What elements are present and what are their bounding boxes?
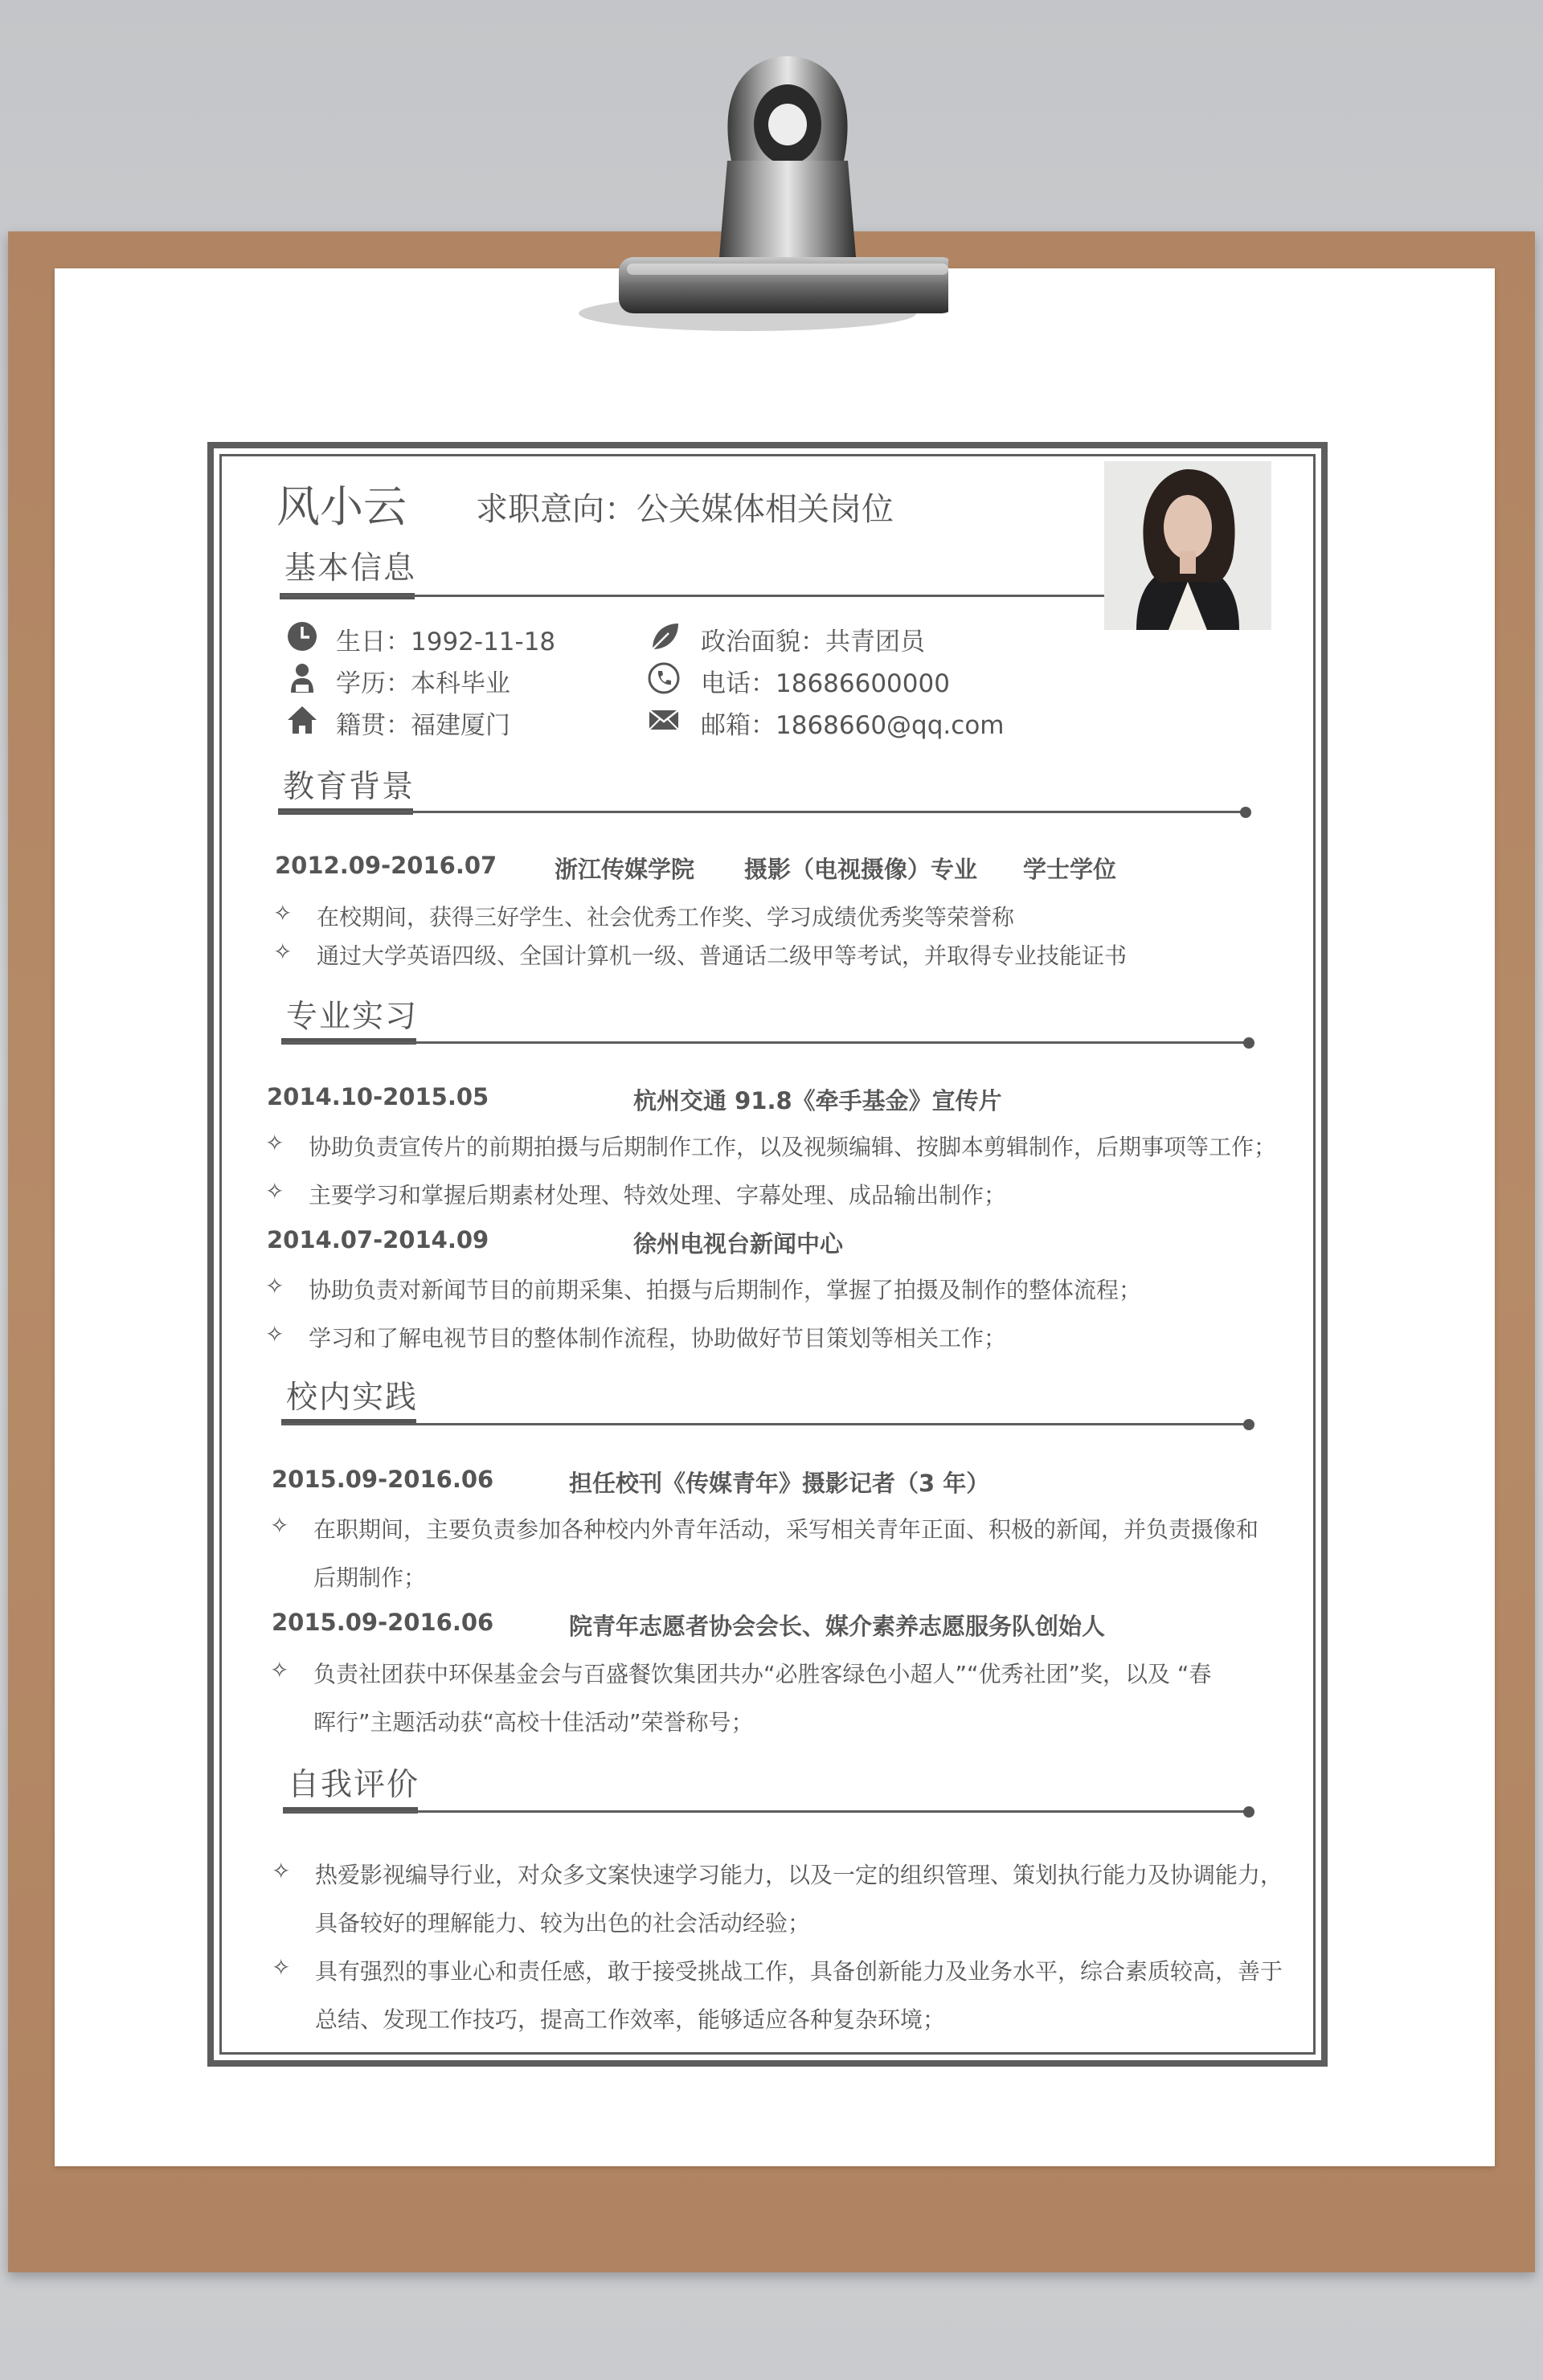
info-political-status: 政治面貌：共青团员 <box>701 628 925 656</box>
bullet-icon: ✧ <box>265 1273 284 1299</box>
internship-bullet: 学习和了解电视节目的整体制作流程，协助做好节目策划等相关工作； <box>309 1325 1007 1352</box>
campus-bullet-continued: 后期制作； <box>313 1564 427 1591</box>
internship-bullet: 协助负责宣传片的前期拍摄与后期制作工作，以及视频编辑、按脚本剪辑制作，后期事项等工作； <box>309 1134 1277 1160</box>
self-evaluation-item: 具有强烈的事业心和责任感，敢于接受挑战工作，具备创新能力及业务水平，综合素质较高，善于 <box>315 1958 1283 1985</box>
section-end-dot <box>1243 1806 1254 1818</box>
internship-org: 杭州交通 91.8《牵手基金》宣传片 <box>633 1087 1002 1114</box>
bullet-icon: ✧ <box>270 1512 289 1539</box>
campus-role: 担任校刊《传媒青年》摄影记者（3 年） <box>569 1470 990 1497</box>
candidate-name: 风小云 <box>276 481 407 532</box>
campus-date: 2015.09-2016.06 <box>272 1609 494 1636</box>
section-end-dot <box>1240 807 1251 818</box>
bullet-icon: ✧ <box>265 1130 284 1156</box>
bullet-icon: ✧ <box>273 900 293 926</box>
education-bullet: 在校期间，获得三好学生、社会优秀工作奖、学习成绩优秀奖等荣誉称 <box>317 904 1015 930</box>
info-birthday: 生日：1992-11-18 <box>336 628 556 656</box>
section-end-dot <box>1243 1419 1254 1430</box>
bullet-icon: ✧ <box>265 1321 284 1347</box>
education-degree: 学士学位 <box>1023 856 1117 883</box>
info-email: 邮箱：1868660@qq.com <box>701 711 1005 740</box>
section-title-campus: 校内实践 <box>286 1380 419 1416</box>
bullet-icon: ✧ <box>272 1858 291 1884</box>
internship-date: 2014.07-2014.09 <box>267 1226 489 1253</box>
education-major: 摄影（电视摄像）专业 <box>744 856 978 883</box>
info-phone: 电话：18686600000 <box>701 669 950 698</box>
section-title-education: 教育背景 <box>283 769 415 805</box>
section-divider <box>280 595 1104 597</box>
bullet-icon: ✧ <box>272 1954 291 1981</box>
self-evaluation-item-continued: 总结、发现工作技巧，提高工作效率，能够适应各种复杂环境； <box>315 2006 946 2033</box>
section-title-self-evaluation: 自我评价 <box>288 1767 420 1803</box>
campus-date: 2015.09-2016.06 <box>272 1466 494 1493</box>
campus-role: 院青年志愿者协会会长、媒介素养志愿服务队创始人 <box>569 1613 1106 1640</box>
section-title-internship: 专业实习 <box>286 999 419 1035</box>
internship-bullet: 协助负责对新闻节目的前期采集、拍摄与后期制作，掌握了拍摄及制作的整体流程； <box>309 1277 1142 1303</box>
bullet-icon: ✧ <box>270 1657 289 1683</box>
self-evaluation-item: 热爱影视编导行业，对众多文案快速学习能力，以及一定的组织管理、策划执行能力及协调能力， <box>315 1862 1283 1888</box>
section-divider <box>283 1810 1247 1813</box>
self-evaluation-item-continued: 具备较好的理解能力、较为出色的社会活动经验； <box>315 1910 811 1936</box>
clock-icon <box>286 620 318 652</box>
bullet-icon: ✧ <box>265 1178 284 1204</box>
section-divider <box>278 811 1244 813</box>
section-end-dot <box>1243 1037 1254 1049</box>
internship-date: 2014.10-2015.05 <box>267 1083 489 1110</box>
campus-bullet: 负责社团获中环保基金会与百盛餐饮集团共办“必胜客绿色小超人”“优秀社团”奖，以及 “春 <box>313 1661 1212 1687</box>
education-school: 浙江传媒学院 <box>555 856 695 883</box>
leaf-icon <box>648 620 680 652</box>
mail-icon <box>648 704 680 736</box>
phone-icon <box>648 662 680 694</box>
person-icon <box>286 662 318 694</box>
home-icon <box>286 704 318 736</box>
bullet-icon: ✧ <box>273 939 293 965</box>
section-divider <box>281 1041 1247 1044</box>
education-date: 2012.09-2016.07 <box>275 852 497 879</box>
campus-bullet: 在职期间，主要负责参加各种校内外青年活动，采写相关青年正面、积极的新闻，并负责摄像和 <box>313 1516 1259 1543</box>
internship-org: 徐州电视台新闻中心 <box>633 1230 844 1257</box>
job-objective: 求职意向：公关媒体相关岗位 <box>476 491 894 528</box>
profile-photo <box>1104 461 1271 630</box>
binder-clip-icon <box>579 48 948 354</box>
section-divider <box>281 1423 1247 1425</box>
campus-bullet-continued: 晖行”主题活动获“高校十佳活动”荣誉称号； <box>313 1709 754 1736</box>
education-bullet: 通过大学英语四级、全国计算机一级、普通话二级甲等考试，并取得专业技能证书 <box>317 943 1128 969</box>
section-title-basic-info: 基本信息 <box>284 550 417 587</box>
portrait-icon <box>1104 461 1271 630</box>
internship-bullet: 主要学习和掌握后期素材处理、特效处理、字幕处理、成品输出制作； <box>309 1182 1007 1208</box>
info-hometown: 籍贯：福建厦门 <box>336 711 510 740</box>
info-education: 学历：本科毕业 <box>336 669 510 698</box>
